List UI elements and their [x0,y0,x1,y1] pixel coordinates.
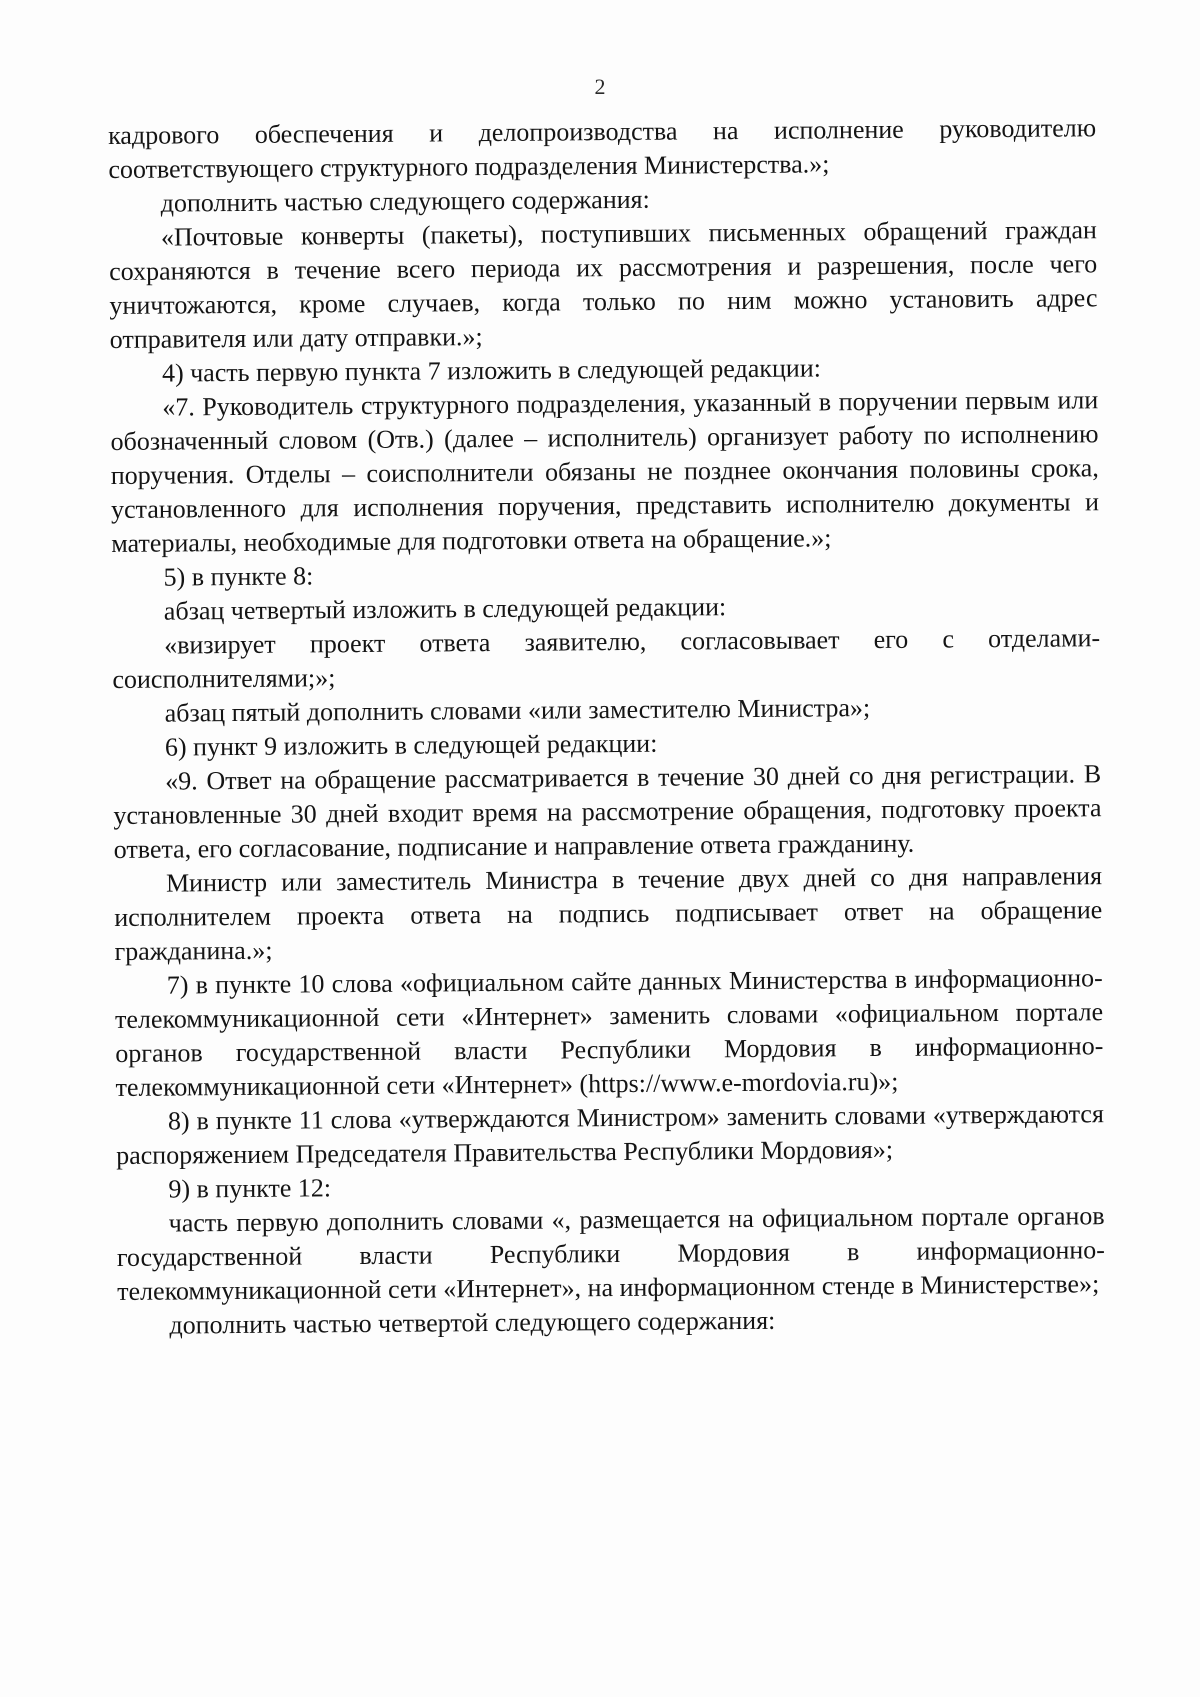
page-number: 2 [594,74,606,99]
paragraph: абзац четвертый изложить в следующей редакции: [163,592,727,626]
paragraph: 8) в пункте 11 слова «утверждаются Министром» заменить словами «утверждаются распоряжением Председателя Правительства Республики Мордовия»; [116,1099,1104,1170]
paragraph: абзац пятый дополнить словами «или заместителю Министра»; [164,693,871,728]
paragraph: кадрового обеспечения и делопроизводства на исполнение руководителю соответствующего структурного подразделения Министерства.»; [108,113,1097,184]
paragraph: 7) в пункте 10 слова «официальном сайте данных Министерства в информационно-телекоммуникационной сети «Интернет» заменить словами «официальном портале органов государственной власти Республики Мордовия в информационно-телекоммуникационной сети «Интернет» (https://www.e-mordovia.ru)»; [114,963,1104,1102]
paragraph: «визирует проект ответа заявителю, согласовывает его с отделами-соисполнителями;»; [112,623,1101,694]
paragraph: 5) в пункте 8: [163,561,314,592]
paragraph: 6) пункт 9 изложить в следующей редакции: [164,728,658,762]
paragraph: Министр или заместитель Министра в течение двух дней со дня направления исполнителем проекта ответа на подпись подписывает ответ на обращение гражданина.»; [114,861,1103,966]
paragraph: «9. Ответ на обращение рассматривается в течение 30 дней со дня регистрации. В установленные 30 дней входит время на рассмотрение обращения, подготовку проекта ответа, его согласование, подписание и направление ответа гражданину. [113,759,1102,864]
paragraph: дополнить частью следующего содержания: [160,184,650,218]
paragraph: «7. Руководитель структурного подразделения, указанный в поручении первым или обозначенный словом (Отв.) (далее – исполнитель) организует работу по исполнению поручения. Отделы – соисполнители обязаны не позднее окончания половины срока, установленного для исполнения поручения, представить исполнителю документы и материалы, необходимые для подготовки ответа на обращение.»; [110,385,1100,558]
paragraph: 4) часть первую пункта 7 изложить в следующей редакции: [161,353,822,388]
paragraph: «Почтовые конверты (пакеты), поступивших письменных обращений граждан сохраняются в течение всего периода их рассмотрения и разрешения, после чего уничтожаются, кроме случаев, когда только по ним можно установить адрес отправителя или дату отправки.»; [109,215,1098,354]
paragraph: дополнить частью четвертой следующего содержания: [169,1305,776,1340]
document-body [108,111,1106,1343]
paragraph: часть первую дополнить словами «, размещается на официальном портале органов государственной власти Республики Мордовия в информационно-телекоммуникационной сети «Интернет», на информационном стенде в Министерстве»; [116,1201,1106,1306]
paragraph: 9) в пункте 12: [168,1173,332,1204]
